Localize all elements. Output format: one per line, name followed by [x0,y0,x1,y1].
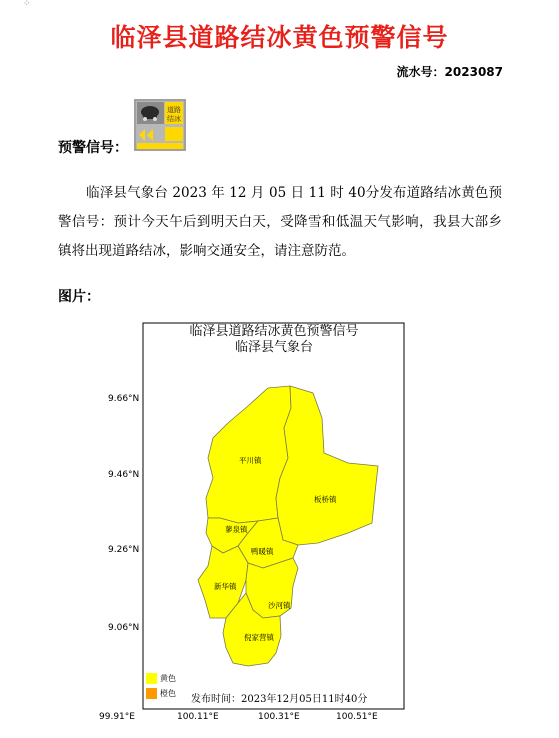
warning-map [99,318,408,724]
warning-paragraph [58,179,502,266]
legend-swatch-orange [146,688,157,699]
map-title [144,324,404,356]
lon-label-1: 99.91°E [99,712,135,722]
lon-label-4: 100.51°E [336,712,378,722]
signal-icon-text-1: 道路 [167,106,181,114]
lat-label-1: 9.66°N [108,394,140,404]
issue-time: 发布时间：2023年12月05日11时40分 [191,694,368,705]
town-label-banqiao: 板桥镇 [314,495,337,504]
map-title-line1: 临泽县道路结冰黄色预警信号 [189,324,359,339]
legend-label-orange: 橙色 [160,689,176,698]
legend-swatch-yellow [146,673,157,684]
move-handle-icon[interactable]: ⁘ [23,0,32,9]
town-label-pingchuan: 平川镇 [239,456,262,465]
town-label-liaoquan: 蓼泉镇 [225,525,248,534]
legend-label-yellow: 黄色 [160,674,176,683]
town-label-yayuan: 鸭暖镇 [251,547,274,556]
serial-number: 流水号：2023087 [396,65,503,79]
lat-label-2: 9.46°N [108,470,140,480]
warning-text: 临泽县气象台 2023 年 12 月 05 日 11 时 40分发布道路结冰黄色预警信号：预计今天午后到明天白天，受降雪和低温天气影响，我县大部乡镇将出现道路结冰，影响交通安全，请注意防范。 [58,185,502,259]
page-title: 临泽县道路结冰黄色预警信号 [110,23,449,52]
signal-label: 预警信号： [58,140,128,156]
picture-label: 图片： [58,289,100,305]
lat-label-4: 9.06°N [108,623,140,633]
town-label-xinhua: 新华镇 [214,582,237,591]
lon-label-3: 100.31°E [258,712,300,722]
town-label-shahe: 沙河镇 [268,601,291,610]
signal-icon-text-2: 结冰 [167,115,181,123]
town-label-nijiaying: 倪家营镇 [244,633,274,642]
lon-label-2: 100.11°E [177,712,219,722]
road-icing-warning-icon [134,99,186,151]
map-title-line2: 临泽县气象台 [234,340,313,355]
lat-label-3: 9.26°N [108,545,140,555]
